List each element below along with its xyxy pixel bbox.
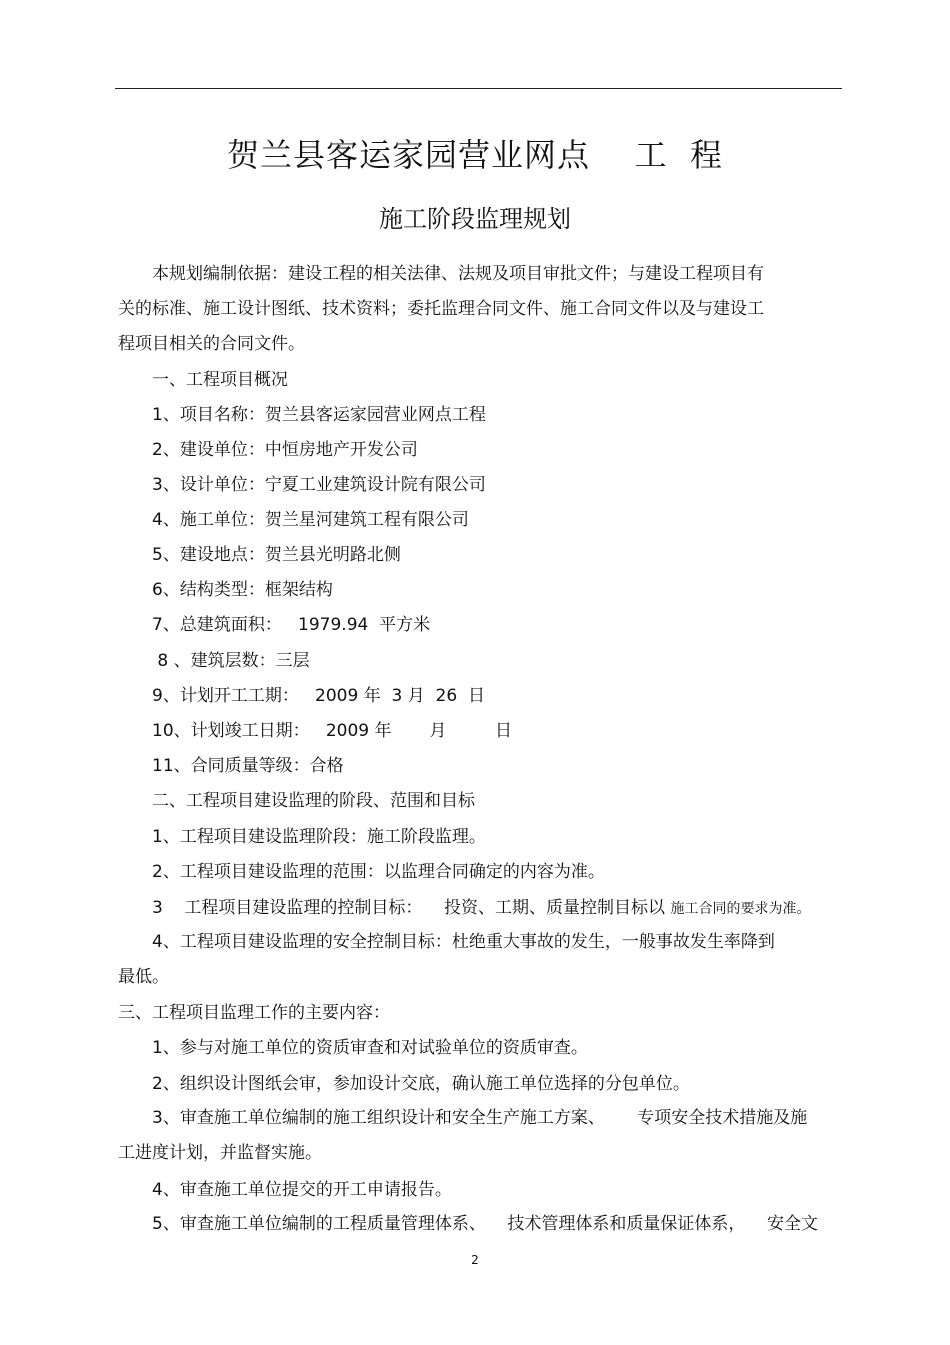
plan-review-line-2: 工进度计划，并监督实施。: [118, 1143, 322, 1163]
start-date-item: 9、计划开工工期： 2009 年 3 月 26 日: [152, 686, 485, 706]
structure-type-item: 6、结构类型：框架结构: [152, 580, 333, 600]
safety-goal-line-1: 4、工程项目建设监理的安全控制目标：杜绝重大事故的发生，一般事故发生率降到: [152, 932, 775, 952]
start-application-item: 4、审查施工单位提交的开工申请报告。: [152, 1180, 452, 1200]
quality-grade-item: 11、合同质量等级：合格: [152, 756, 344, 776]
designer-item: 3、设计单位：宁夏工业建筑设计院有限公司: [152, 475, 486, 495]
control-goals-note: 施工合同的要求为准。: [670, 901, 811, 917]
floors-item: 8 、建筑层数：三层: [152, 651, 310, 671]
completion-date-item: 10、计划竣工日期： 2009 年 月 日: [152, 721, 512, 741]
intro-line-3: 程项目相关的合同文件。: [118, 334, 305, 354]
location-item: 5、建设地点：贺兰县光明路北侧: [152, 545, 401, 565]
supervision-scope-item: 2、工程项目建设监理的范围：以监理合同确定的内容为准。: [152, 862, 605, 882]
section2-heading: 二、工程项目建设监理的阶段、范围和目标: [152, 791, 475, 811]
project-name-item: 1、项目名称：贺兰县客运家园营业网点工程: [152, 405, 486, 425]
owner-item: 2、建设单位：中恒房地产开发公司: [152, 440, 418, 460]
header-rule: [115, 88, 842, 89]
qualification-review-item: 1、参与对施工单位的资质审查和对试验单位的资质审查。: [152, 1038, 588, 1058]
contractor-item: 4、施工单位：贺兰星河建筑工程有限公司: [152, 510, 469, 530]
quality-system-item: 5、审查施工单位编制的工程质量管理体系、 技术管理体系和质量保证体系， 安全文: [152, 1214, 819, 1234]
drawing-review-item: 2、组织设计图纸会审，参加设计交底，确认施工单位选择的分包单位。: [152, 1074, 690, 1094]
document-title: 贺兰县客运家园营业网点 工 程: [226, 136, 724, 174]
floor-area-item: 7、总建筑面积： 1979.94 平方米: [152, 615, 431, 635]
document-subtitle: 施工阶段监理规划: [379, 205, 571, 233]
plan-review-line-1: 3、审查施工单位编制的施工组织设计和安全生产施工方案、 专项安全技术措施及施: [152, 1108, 808, 1128]
page-number: 2: [471, 1253, 479, 1267]
section3-heading: 三、工程项目监理工作的主要内容：: [118, 1003, 390, 1023]
control-goals-item: [152, 898, 810, 919]
safety-goal-line-2: 最低。: [118, 967, 169, 987]
section1-heading: 一、工程项目概况: [152, 370, 288, 390]
intro-line-1: 本规划编制依据：建设工程的相关法律、法规及项目审批文件；与建设工程项目有: [152, 264, 764, 284]
supervision-stage-item: 1、工程项目建设监理阶段：施工阶段监理。: [152, 827, 486, 847]
intro-line-2: 关的标准、施工设计图纸、技术资料；委托监理合同文件、施工合同文件以及与建设工: [118, 299, 764, 319]
control-goals-text: 3 工程项目建设监理的控制目标： 投资、工期、质量控制目标以: [152, 898, 666, 918]
